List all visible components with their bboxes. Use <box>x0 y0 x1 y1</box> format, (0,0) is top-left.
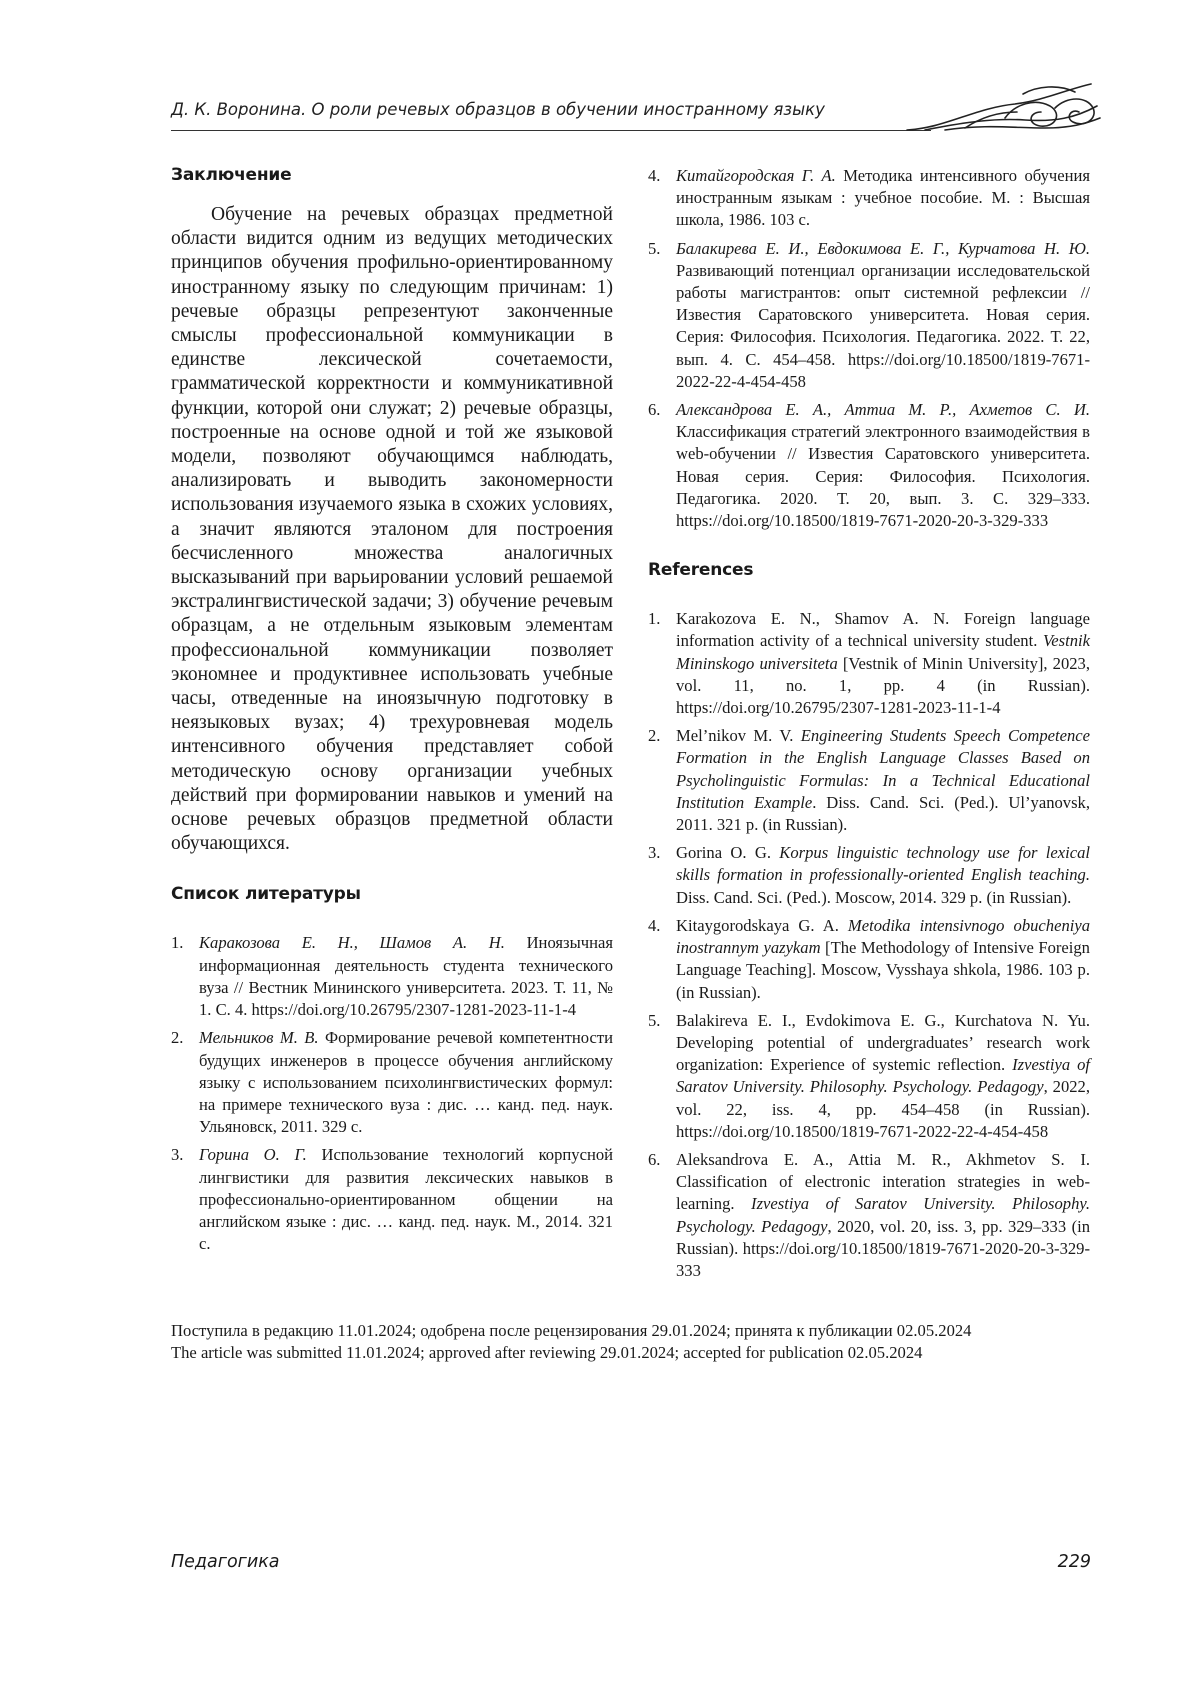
reference-authors: Китайгородская Г. А. <box>676 166 836 185</box>
ru-references-list-continued <box>648 165 1090 532</box>
reference-text: . Diss. Cand. Sci. (Ped.). Ul’yanovsk, 2011. 321 p. (in Russian). <box>676 792 1091 835</box>
reference-title: Korpus linguistic technology use for lexical skills formation in professionally-oriented English teaching. <box>676 843 1090 885</box>
reference-number: 1. <box>171 933 184 953</box>
right-column <box>648 165 1090 1288</box>
running-head: Д. К. Воронина. О роли речевых образцов в обучении иностранному языку <box>171 100 825 119</box>
reference-text: , 2022, vol. 22, iss. 4, pp. 454–458 (in Russian). https://doi.org/10.18500/1819-7671-2022-22-4-454-458 <box>676 1077 1090 1141</box>
left-column <box>171 165 613 1261</box>
reference-number: 5. <box>648 238 661 258</box>
en-reference-item <box>648 842 1090 909</box>
reference-text: Развивающий потенциал организации исследовательской работы магистрантов: опыт системной рефлексии // Известия Саратовского университета. Новая серия. Серия: Философия. Психология. Педагогика. 2022. Т. 22, вып. 4. С. 454–458. https://doi.org/10.18500/1819-7671-2022-22-4-454-458 <box>676 260 1090 391</box>
ru-reference-item <box>171 932 613 1021</box>
ru-reference-item <box>171 1027 613 1138</box>
reference-number: 1. <box>648 609 661 629</box>
reference-text: Karakozova E. N., Shamov A. N. Foreign language information activity of a technical university student. <box>676 609 1090 651</box>
journal-ornament-icon <box>905 78 1105 138</box>
reference-text: [Vestnik of Minin University], 2023, vol. 11, no. 1, pp. 4 (in Russian). https://doi.org/10.26795/2307-1281-2023-11-1-4 <box>676 653 1090 718</box>
ru-reference-item <box>171 1144 613 1255</box>
en-references-list <box>648 608 1090 1282</box>
reference-number: 5. <box>648 1010 661 1030</box>
reference-text: Mel’nikov M. V. <box>676 726 801 746</box>
conclusion-paragraph: Обучение на речевых образцах предметной области видится одним из ведущих методических принципов обучения профильно-ориентированному иностранному языку по следующим причинам: 1) речевые образцы репрезентуют законченные смыслы профессиональной коммуникации в единстве лексической сочетаемости, грамматической корректности и коммуникативной функции, которой они служат; 2) речевые образцы, построенные на основе одной и той же языковой модели, позволяют обучающимся наблюдать, анализировать и выводить закономерности использования изучаемого языка в схожих условиях, а значит являются эталоном для построения бесчисленного множества аналогичных высказываний при варьировании условий решаемой экстралингвистической задачи; 3) обучение речевым образцам, а не отдельным языковым элементам профессиональной коммуникации позволяет экономнее и продуктивнее использовать учебные часы, отведенные на иноязычную подготовку в неязыковых вузах; 4) трехуровневая модель интенсивного обучения представляет собой методическую основу организации учебных действий при формировании навыков и умений на основе речевых образцов предметной области обучающихся. <box>171 204 613 855</box>
en-reference-item <box>648 1010 1090 1143</box>
submission-info <box>171 1320 1101 1364</box>
reference-title: Metodika intensivnogo obucheniya inostrannym yazykam <box>676 915 1091 958</box>
ru-references-list <box>171 932 613 1255</box>
en-reference-item <box>648 1149 1090 1282</box>
reference-number: 2. <box>648 726 661 746</box>
reference-number: 6. <box>648 1149 661 1169</box>
ru-reference-item <box>648 238 1090 393</box>
en-references-heading: References <box>648 560 754 581</box>
reference-text: Aleksandrova E. A., Attia M. R., Akhmetov S. I. Classification of electronic interation strategies in web-learning. <box>676 1149 1090 1214</box>
submission-info-en: The article was submitted 11.01.2024; approved after reviewing 29.01.2024; accepted for publication 02.05.2024 <box>171 1343 923 1362</box>
reference-number: 6. <box>648 400 661 420</box>
en-reference-item <box>648 725 1090 836</box>
reference-number: 4. <box>648 915 661 935</box>
ru-reference-item <box>648 165 1090 232</box>
reference-number: 3. <box>171 1145 184 1165</box>
reference-text: Kitaygorodskaya G. A. <box>676 915 848 935</box>
reference-text: Иноязычная информационная деятельность студента технического вуза // Вестник Мининского университета. 2023. Т. 11, № 1. С. 4. https://doi.org/10.26795/2307-1281-2023-11-1-4 <box>199 933 613 1020</box>
reference-number: 3. <box>648 843 661 863</box>
reference-authors: Балакирева Е. И., Евдокимова Е. Г., Курчатова Н. Ю. <box>676 238 1090 258</box>
header-rule <box>171 130 931 131</box>
reference-number: 2. <box>171 1028 184 1048</box>
en-reference-item <box>648 915 1090 1004</box>
reference-text: Методика интенсивного обучения иностранным языкам : учебное пособие. М. : Высшая школа, 1986. 103 с. <box>676 166 1090 230</box>
reference-text: Классификация стратегий электронного взаимодействия в web-обучении // Известия Саратовского университета. Новая серия. Серия: Философия. Психология. Педагогика. 2020. Т. 20, вып. 3. С. 329–333. https://doi.org/10.18500/1819-7671-2020-20-3-329-333 <box>676 422 1090 531</box>
reference-title: Izvestiya of Saratov University. Philosophy. Psychology. Pedagogy <box>676 1194 1090 1236</box>
footer-section: Педагогика <box>171 1552 280 1572</box>
submission-info-ru: Поступила в редакцию 11.01.2024; одобрена после рецензирования 29.01.2024; принята к публикации 02.05.2024 <box>171 1321 972 1340</box>
page-number: 229 <box>1057 1552 1091 1572</box>
conclusion-heading: Заключение <box>171 165 292 185</box>
reference-text: Gorina O. G. <box>676 843 780 863</box>
reference-text: Balakireva E. I., Evdokimova E. G., Kurchatova N. Yu. Developing potential of undergraduates’ research work organization: Experience of systemic reflection. <box>676 1010 1090 1075</box>
reference-text: Формирование речевой компетентности будущих инженеров в процессе обучения английскому языку с использованием психолингвистических формул: на примере технического вуза : дис. … канд. пед. наук. Ульяновск, 2011. 329 с. <box>199 1028 613 1137</box>
reference-title: Engineering Students Speech Competence Formation in the English Language Classes Based on Psycholinguistic Formulas: In a Technical Educational Institution Example <box>676 726 1090 812</box>
reference-text: [The Methodology of Intensive Foreign Language Teaching]. Moscow, Vysshaya shkola, 1986. 103 p. (in Russian). <box>676 938 1090 1002</box>
reference-authors: Мельников М. В. <box>199 1028 319 1048</box>
reference-authors: Александрова Е. А., Аттиа М. Р., Ахметов С. И. <box>676 400 1090 420</box>
reference-number: 4. <box>648 166 661 185</box>
reference-authors: Каракозова Е. Н., Шамов А. Н. <box>199 933 505 953</box>
reference-text: Использование технологий корпусной лингвистики для развития лексических навыков в профессионально-ориентированном общении на английском языке : дис. … канд. пед. наук. М., 2014. 321 с. <box>199 1145 613 1254</box>
ru-reference-item <box>648 399 1090 532</box>
reference-text: Diss. Cand. Sci. (Ped.). Moscow, 2014. 329 p. (in Russian). <box>676 887 1072 907</box>
ru-references-heading: Список литературы <box>171 884 361 905</box>
en-reference-item <box>648 608 1090 719</box>
reference-authors: Горина О. Г. <box>199 1145 307 1165</box>
reference-text: , 2020, vol. 20, iss. 3, pp. 329–333 (in Russian). https://doi.org/10.18500/1819-7671-2020-20-3-329-333 <box>676 1216 1091 1280</box>
reference-title: Vestnik Mininskogo universiteta <box>676 631 1090 673</box>
reference-title: Izvestiya of Saratov University. Philosophy. Psychology. Pedagogy <box>676 1055 1090 1097</box>
